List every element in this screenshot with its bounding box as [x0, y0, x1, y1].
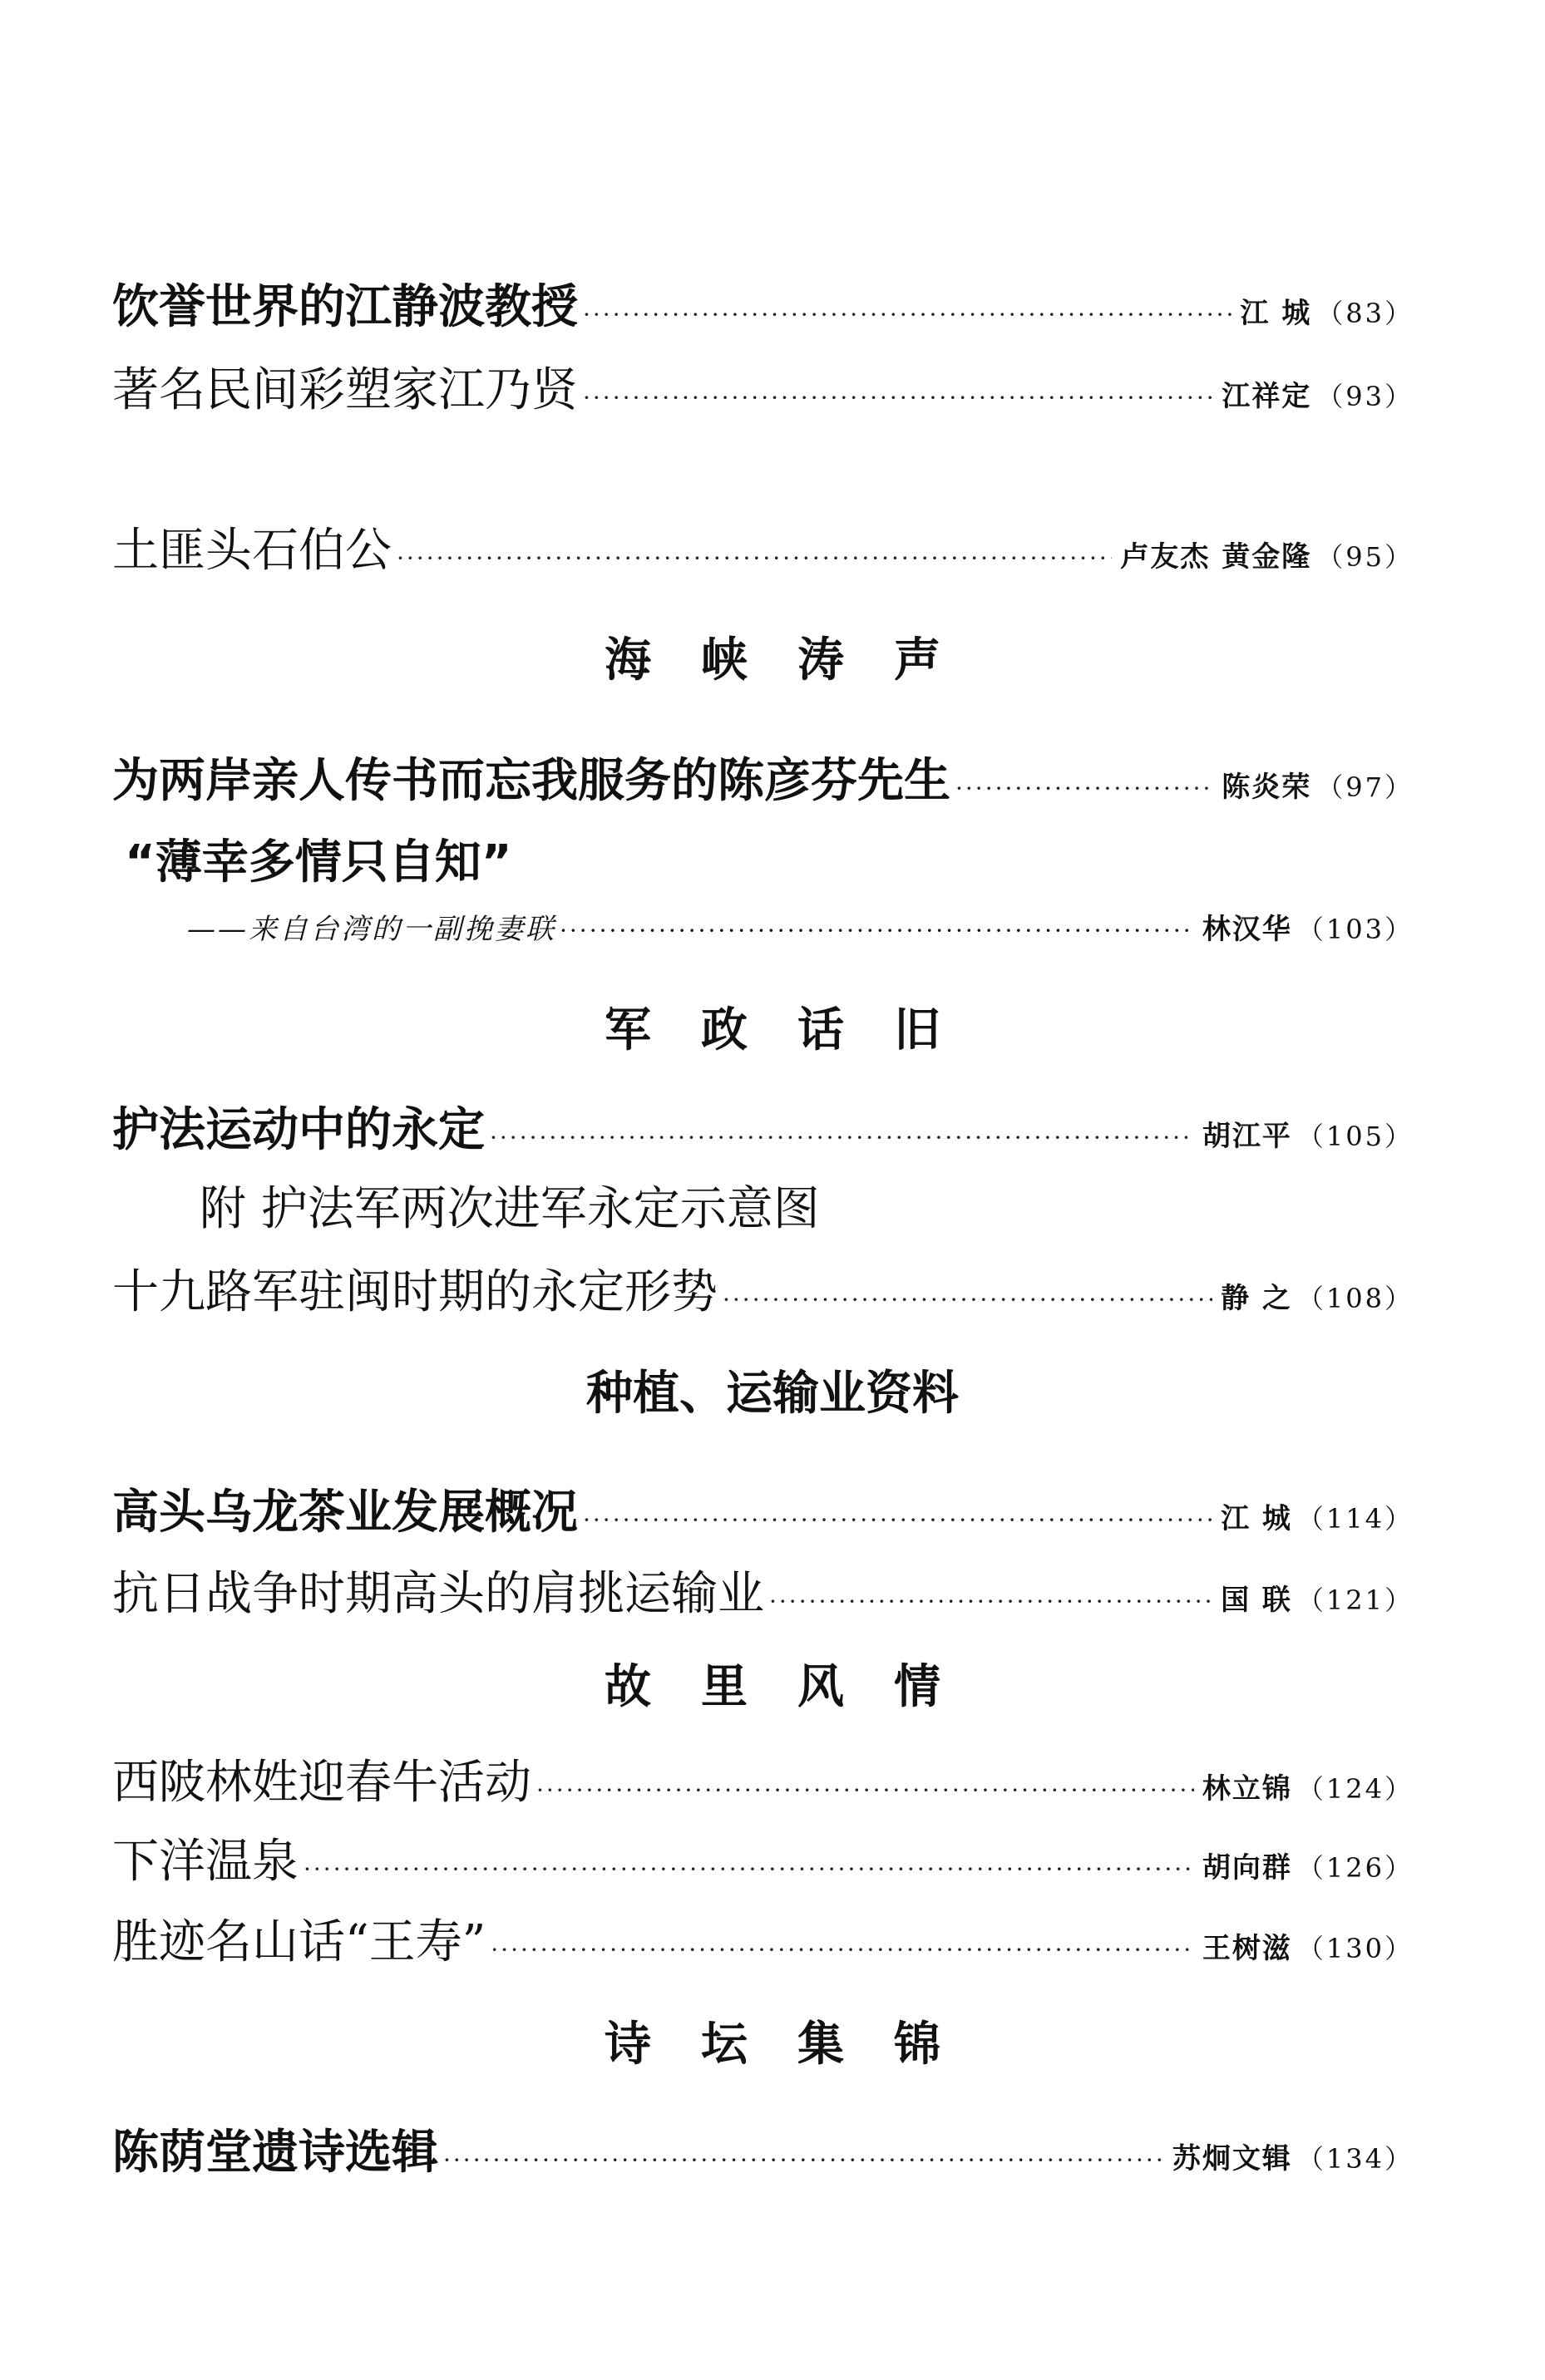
- entry-page: （114）: [1296, 1503, 1414, 1535]
- entry-title: 土匪头石伯公: [112, 524, 392, 578]
- entry-author: 林立锦: [1202, 1772, 1292, 1806]
- entry-author: 胡江平: [1202, 1120, 1292, 1153]
- entry-page: （134）: [1296, 2143, 1414, 2175]
- entry-title: 陈荫堂遗诗选辑: [112, 2126, 438, 2180]
- entry-page: （124）: [1296, 1773, 1414, 1805]
- entry-title: 著名民间彩塑家江乃贤: [112, 363, 578, 417]
- entry-title: 为两岸亲人传书而忘我服务的陈彦芬先生: [112, 754, 950, 808]
- sub-entry-title: ——来自台湾的一副挽妻联: [187, 913, 556, 946]
- entry-author: 江 城: [1240, 297, 1312, 330]
- section-heading: 军政话旧: [605, 1003, 990, 1057]
- leader-dots: [583, 1506, 1212, 1534]
- entry-author: 林汉华: [1202, 913, 1292, 946]
- quote-title[interactable]: “薄幸多情只自知”: [125, 835, 512, 889]
- entry-author: 静 之: [1221, 1282, 1292, 1315]
- entry-author: 胡向群: [1202, 1851, 1292, 1885]
- entry-author: 国 联: [1221, 1584, 1292, 1617]
- entry-page: （121）: [1296, 1584, 1414, 1616]
- entry-page: （105）: [1296, 1121, 1414, 1152]
- entry-author: 江祥定: [1222, 380, 1312, 413]
- leader-dots: [491, 1936, 1194, 1964]
- toc-entry[interactable]: [112, 1905, 1414, 1972]
- toc-entry[interactable]: [112, 353, 1414, 420]
- leader-dots: [560, 917, 1194, 944]
- toc-sub-entry[interactable]: [187, 906, 1414, 947]
- entry-title: 抗日战争时期高头的肩挑运输业: [112, 1567, 764, 1621]
- entry-title: 胜迹名山话“王寿”: [112, 1915, 486, 1969]
- entry-title: 西陂林姓迎春牛活动: [112, 1756, 531, 1810]
- leader-dots: [723, 1286, 1212, 1313]
- entry-author: 卢友杰 黄金隆: [1120, 540, 1312, 574]
- entry-page: （97）: [1316, 771, 1414, 803]
- leader-dots: [397, 544, 1112, 572]
- toc-entry[interactable]: [112, 1557, 1414, 1624]
- appendix-note[interactable]: 附 护法军两次进军永定示意图: [200, 1182, 820, 1236]
- entry-title: 护法运动中的永定: [112, 1103, 485, 1157]
- entry-title: 十九路军驻闽时期的永定形势: [112, 1265, 718, 1319]
- section-heading: 诗坛集锦: [605, 2018, 990, 2072]
- entry-title: 下洋温泉: [112, 1835, 299, 1889]
- toc-entry[interactable]: [112, 2116, 1414, 2182]
- entry-page: （126）: [1296, 1852, 1414, 1884]
- toc-entry[interactable]: [112, 1825, 1414, 1891]
- leader-dots: [583, 301, 1232, 328]
- leader-dots: [490, 1124, 1194, 1151]
- entry-page: （130）: [1296, 1933, 1414, 1964]
- entry-title: 高头乌龙茶业发展概况: [112, 1486, 578, 1540]
- entry-author: 陈炎荣: [1222, 771, 1312, 804]
- entry-page: （108）: [1296, 1283, 1414, 1314]
- leader-dots: [536, 1776, 1194, 1804]
- leader-dots: [304, 1855, 1194, 1883]
- leader-dots: [583, 384, 1213, 411]
- entry-author: 苏炯文辑: [1172, 2142, 1292, 2176]
- entry-title: 饮誉世界的江静波教授: [112, 280, 578, 334]
- entry-author: 王树滋: [1202, 1932, 1292, 1965]
- toc-entry[interactable]: [112, 1476, 1414, 1542]
- section-heading: 故里风情: [605, 1660, 990, 1714]
- leader-dots: [443, 2146, 1164, 2174]
- toc-entry[interactable]: [112, 514, 1414, 580]
- entry-author: 江 城: [1221, 1502, 1292, 1535]
- leader-dots: [955, 775, 1213, 802]
- entry-page: （93）: [1316, 381, 1414, 412]
- leader-dots: [769, 1588, 1212, 1615]
- toc-entry[interactable]: [112, 1746, 1414, 1812]
- section-heading: 海峡涛声: [605, 633, 990, 687]
- toc-entry[interactable]: [112, 1255, 1414, 1322]
- entry-page: （83）: [1316, 298, 1414, 329]
- toc-entry[interactable]: [112, 1093, 1414, 1160]
- section-heading: 种植、运输业资料: [586, 1367, 959, 1421]
- toc-entry[interactable]: [112, 270, 1414, 337]
- toc-entry[interactable]: [112, 744, 1414, 811]
- entry-page: （103）: [1296, 914, 1414, 945]
- entry-page: （95）: [1316, 541, 1414, 573]
